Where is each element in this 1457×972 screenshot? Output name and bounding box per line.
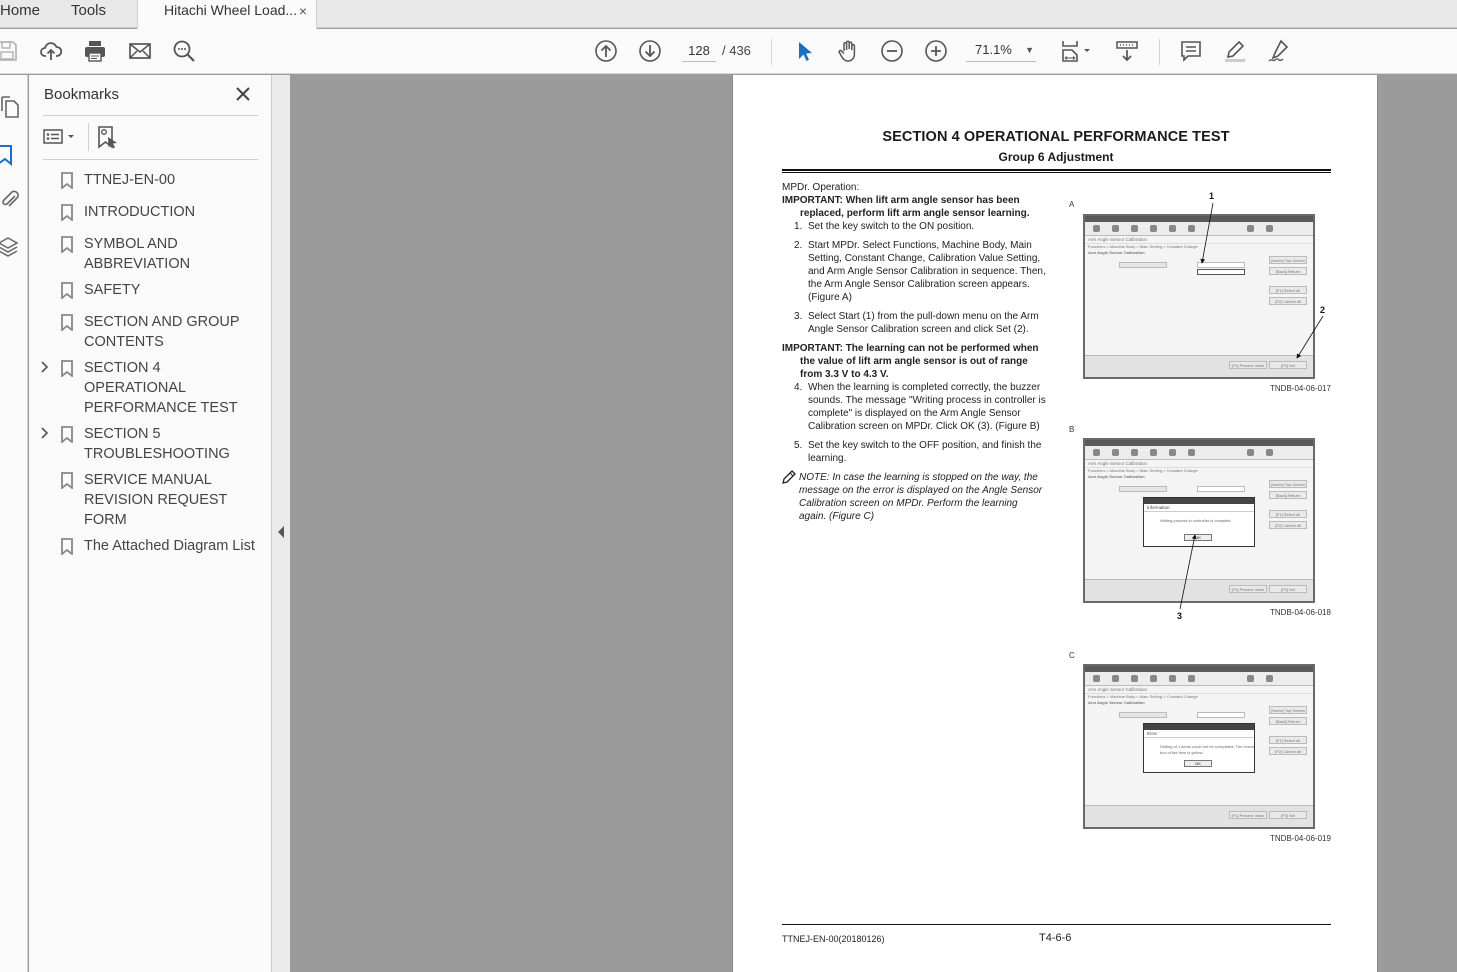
figure-c-screenshot: Arm Angle Sensor Calibration Functions > Machine Body > Main Setting > Constant Change Arm Angle Sensor Calibration [Home] Top Screen [Back] Return [F1] Select all [F2] Cancel all Error Setting of 1 items could not be completed. The check box of the item is yellow. OK [F4] Present Value [F5] Set: [1083, 664, 1315, 829]
page-number-input[interactable]: [682, 40, 716, 62]
bookmarks-panel-icon[interactable]: [0, 143, 20, 167]
bookmark-icon: [61, 282, 73, 299]
layers-icon[interactable]: [0, 235, 20, 259]
footer-page-number: T4-6-6: [1039, 932, 1072, 944]
zoom-out-icon[interactable]: [879, 38, 905, 64]
bookmark-icon: [61, 426, 73, 443]
panel-splitter[interactable]: [271, 75, 290, 972]
chevron-down-icon: ▼: [1025, 45, 1034, 55]
intro-text: MPDr. Operation:: [782, 182, 860, 193]
email-icon[interactable]: [127, 38, 153, 64]
previous-page-icon[interactable]: [593, 38, 619, 64]
figure-code: TNDB-04-06-018: [1270, 608, 1331, 617]
bookmark-options-icon[interactable]: [43, 127, 77, 147]
steps-list: [794, 220, 1047, 336]
save-icon[interactable]: [0, 38, 20, 64]
hand-tool-icon[interactable]: [835, 38, 861, 64]
section-title: SECTION 4 OPERATIONAL PERFORMANCE TEST: [882, 129, 1230, 145]
bookmark-label: SYMBOL AND ABBREVIATION: [84, 236, 191, 272]
bookmark-icon: [61, 472, 73, 489]
panel-title: Bookmarks: [44, 86, 120, 103]
group-title: Group 6 Adjustment: [998, 150, 1114, 164]
figure-a-screenshot: Arm Angle Sensor Calibration Functions > Machine Body > Main Setting > Constant Change Arm Angle Sensor Calibration [Home] Top Screen [Back] Return [F1] Select all [F2] Cancel all [F4] Present Value [F5] Set: [1083, 214, 1315, 379]
callout-1: 1: [1209, 191, 1215, 201]
bookmark-label: SAFETY: [84, 282, 141, 298]
document-tab-title: Hitachi Wheel Load...: [164, 2, 298, 18]
bookmark-item[interactable]: [29, 424, 271, 464]
important-note: IMPORTANT: The learning can not be performed when the value of lift arm angle sensor is out of range from 3.3 V to 4.3 V.: [782, 343, 1039, 380]
chevron-right-icon[interactable]: [40, 360, 50, 374]
zoom-level-value: 71.1%: [975, 42, 1012, 57]
pdf-page: [732, 75, 1378, 972]
tool-divider: [88, 123, 89, 151]
title-rule: [782, 172, 1331, 173]
bookmark-label: SERVICE MANUAL REVISION REQUEST FORM: [84, 472, 228, 528]
callout-2: 2: [1320, 305, 1326, 315]
tab-document[interactable]: [137, 0, 317, 29]
main-toolbar: [0, 29, 1457, 74]
figure-code: TNDB-04-06-017: [1270, 384, 1331, 393]
panel-divider: [43, 159, 258, 160]
page-total: / 436: [722, 43, 751, 58]
footer-document-id: TTNEJ-EN-00(20180126): [782, 934, 885, 944]
bookmark-icon: [61, 360, 73, 377]
pencil-icon: [782, 470, 796, 484]
highlight-icon[interactable]: [1222, 38, 1248, 64]
figure-b-screenshot: Arm Angle Sensor Calibration Functions > Machine Body > Main Setting > Constant Change Arm Angle Sensor Calibration [Home] Top Screen [Back] Return [F1] Select all [F2] Cancel all Information Writing process in controller is complete. OK [F4] Present Value [F5] Set: [1083, 438, 1315, 603]
tab-home[interactable]: Home: [0, 2, 41, 19]
figure-letter: B: [1069, 425, 1075, 434]
note-text: NOTE: In case the learning is stopped on the way, the message on the error is displayed on the Angle Sensor Calibration screen on MPDr. Perform the learning again. (Figure C): [782, 471, 1047, 523]
cloud-upload-icon[interactable]: [38, 38, 64, 64]
bookmark-item[interactable]: [29, 470, 271, 530]
important-note: IMPORTANT: When lift arm angle sensor has been replaced, perform lift arm angle sensor learning.: [782, 195, 1030, 219]
bookmark-item[interactable]: [29, 312, 271, 352]
print-icon[interactable]: [82, 38, 108, 64]
zoom-in-icon[interactable]: [923, 38, 949, 64]
new-bookmark-icon[interactable]: [97, 125, 119, 149]
steps-list: [794, 381, 1047, 465]
tab-tools[interactable]: Tools: [71, 2, 107, 19]
page-fit-icon[interactable]: [1058, 38, 1094, 64]
figure-letter: C: [1069, 651, 1075, 660]
bookmark-label: SECTION 5 TROUBLESHOOTING: [84, 426, 230, 462]
step-item: 5. Set the key switch to the OFF position, and finish the learning.: [794, 440, 1042, 464]
sign-icon[interactable]: [1266, 38, 1292, 64]
bookmark-item[interactable]: [29, 536, 271, 556]
collapse-panel-icon[interactable]: [278, 526, 284, 538]
navigation-rail: [0, 75, 28, 972]
tab-bar: [0, 0, 1457, 28]
step-item: 1. Set the key switch to the ON position.: [794, 221, 975, 232]
chevron-right-icon[interactable]: [40, 426, 50, 440]
bookmark-label: SECTION 4 OPERATIONAL PERFORMANCE TEST: [84, 360, 238, 416]
instructions-column: [782, 181, 1047, 523]
bookmark-label: INTRODUCTION: [84, 204, 196, 220]
figure-letter: A: [1069, 200, 1075, 209]
bookmark-label: TTNEJ-EN-00: [84, 172, 176, 188]
bookmark-item[interactable]: [29, 234, 271, 274]
attachments-icon[interactable]: [0, 188, 20, 212]
title-rule: [782, 169, 1331, 171]
step-item: 3. Select Start (1) from the pull-down menu on the Arm Angle Sensor Calibration screen and click Set (2).: [794, 311, 1039, 335]
bookmark-icon: [61, 236, 73, 253]
panel-divider: [43, 115, 258, 116]
search-icon[interactable]: [171, 38, 197, 64]
page-thumbnails-icon[interactable]: [0, 95, 20, 119]
bookmark-item[interactable]: [29, 280, 271, 300]
scrolling-mode-icon[interactable]: [1114, 38, 1140, 64]
bookmark-item[interactable]: [29, 170, 271, 190]
toolbar-divider: [1159, 39, 1160, 65]
close-tab-icon[interactable]: ×: [298, 3, 307, 19]
select-tool-icon[interactable]: [791, 38, 817, 64]
step-item: 4. When the learning is completed correctly, the buzzer sounds. The message "Writing process in controller is complete" is displayed on the Arm Angle Sensor Calibration screen on MPDr. Click OK (3). (Figure B): [794, 382, 1046, 432]
next-page-icon[interactable]: [637, 38, 663, 64]
close-panel-icon[interactable]: [234, 85, 252, 103]
figure-code: TNDB-04-06-019: [1270, 834, 1331, 843]
bookmark-item[interactable]: [29, 358, 271, 418]
comment-icon[interactable]: [1178, 38, 1204, 64]
bookmark-label: SECTION AND GROUP CONTENTS: [84, 314, 240, 350]
bookmark-icon: [61, 172, 73, 189]
bookmark-list: [29, 170, 271, 562]
bookmarks-panel: [29, 75, 271, 972]
bookmark-label: The Attached Diagram List: [84, 538, 255, 554]
footer-rule: [782, 924, 1331, 925]
bookmark-icon: [61, 204, 73, 221]
bookmark-icon: [61, 314, 73, 331]
callout-3: 3: [1177, 611, 1183, 621]
document-viewer[interactable]: [290, 75, 1457, 972]
step-item: 2. Start MPDr. Select Functions, Machine Body, Main Setting, Constant Change, Calibration Value Setting, and Arm Angle Sensor Calibration in sequence. Then, the Arm Angle Sensor Calibration screen appears. (Figure A): [794, 240, 1046, 303]
toolbar-divider: [771, 39, 772, 65]
bookmark-icon: [61, 538, 73, 555]
bookmark-item[interactable]: [29, 202, 271, 222]
zoom-level-dropdown[interactable]: [966, 40, 1036, 62]
